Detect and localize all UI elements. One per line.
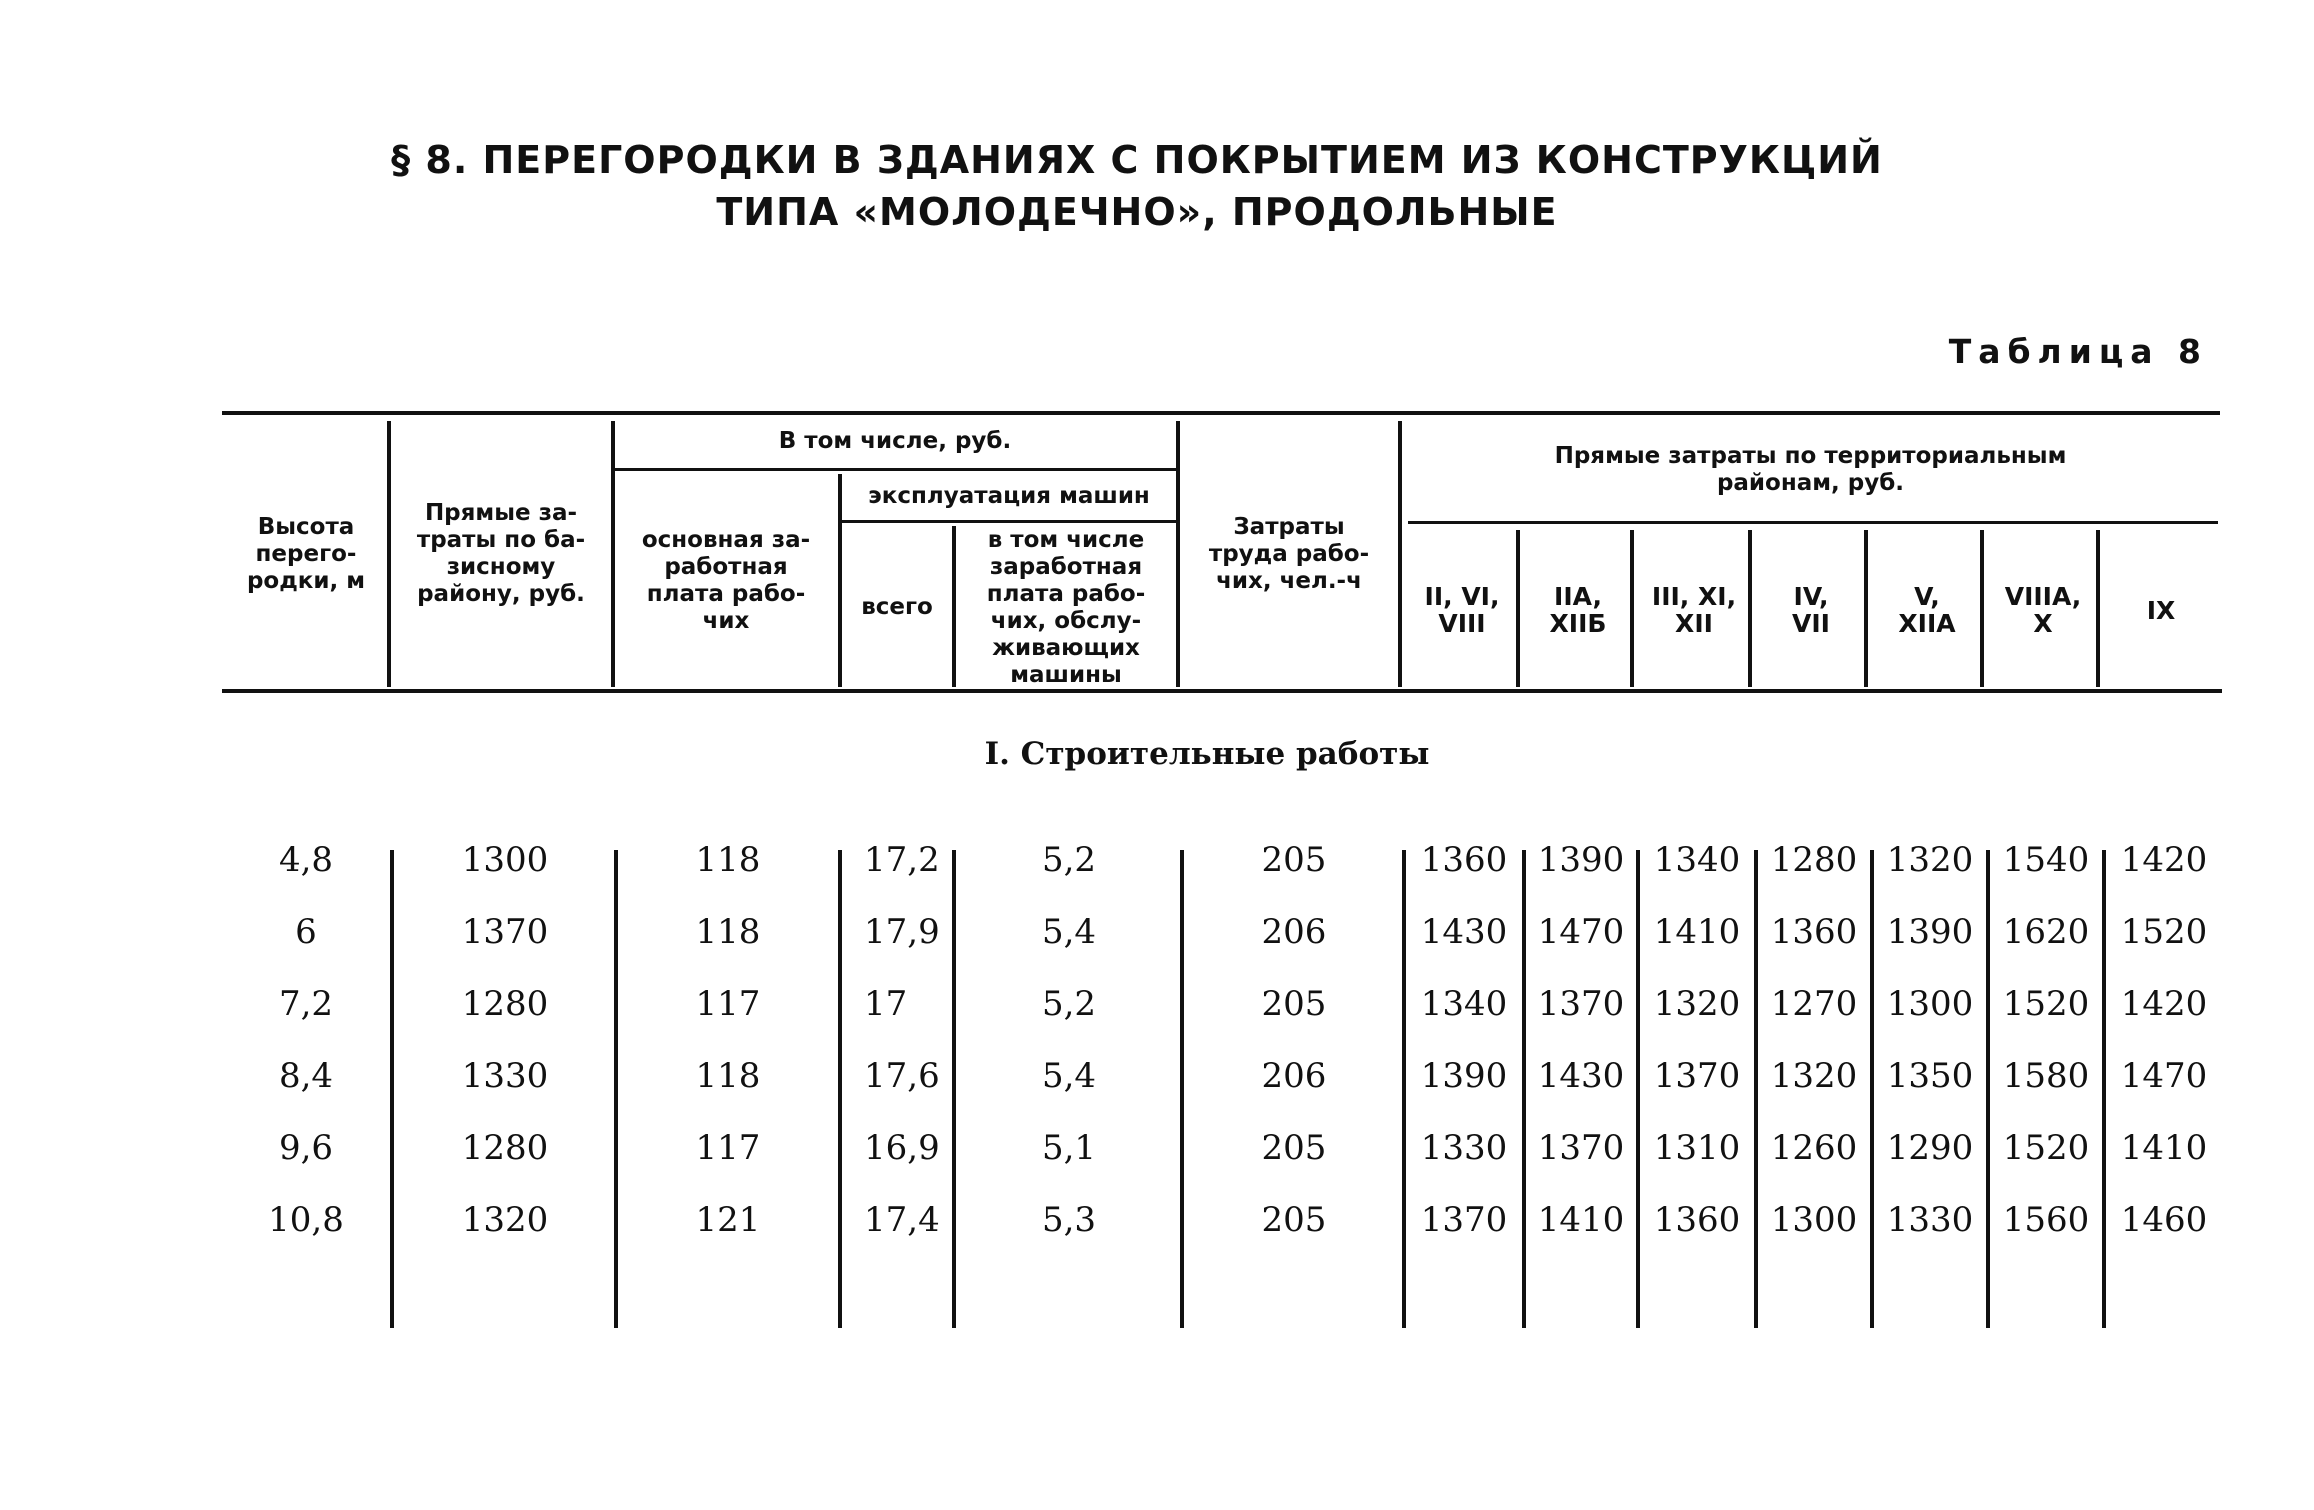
header-region-col: II, VI, VIII	[1424, 582, 1500, 638]
cell-base: 1370	[461, 912, 549, 952]
cell-region: 1300	[1770, 1200, 1858, 1240]
cell-mach-total: 17	[864, 984, 908, 1024]
cell-base: 1300	[461, 840, 549, 880]
page-title-line-2: ТИПА «МОЛОДЕЧНО», ПРОДОЛЬНЫЕ	[716, 190, 1558, 234]
cell-mach-wages: 5,4	[1041, 912, 1097, 952]
cell-region: 1470	[1537, 912, 1625, 952]
header-region-col: IX	[2146, 595, 2176, 625]
cell-wages: 118	[695, 912, 761, 952]
cell-mach-wages: 5,3	[1041, 1200, 1097, 1240]
cell-region: 1370	[1420, 1200, 1508, 1240]
cell-region: 1260	[1770, 1128, 1858, 1168]
table-top-rule	[222, 411, 2220, 415]
cell-region: 1430	[1420, 912, 1508, 952]
cell-wages: 117	[695, 984, 761, 1024]
cell-height: 4,8	[278, 840, 334, 880]
cell-region: 1430	[1537, 1056, 1625, 1096]
cell-mach-total: 17,6	[864, 1056, 940, 1096]
cell-region: 1520	[2002, 1128, 2090, 1168]
cell-region: 1420	[2120, 840, 2208, 880]
cell-wages: 118	[695, 1056, 761, 1096]
cell-region: 1540	[2002, 840, 2090, 880]
cell-region: 1310	[1653, 1128, 1741, 1168]
including-divider	[614, 468, 1176, 471]
cell-region: 1370	[1537, 984, 1625, 1024]
cell-region: 1520	[2120, 912, 2208, 952]
header-machines-total: всего	[861, 593, 933, 620]
body-vline	[838, 850, 842, 1328]
cell-region: 1320	[1653, 984, 1741, 1024]
cell-region: 1330	[1420, 1128, 1508, 1168]
cell-mach-total: 17,2	[864, 840, 940, 880]
cell-region: 1420	[2120, 984, 2208, 1024]
cell-mach-total: 17,4	[864, 1200, 940, 1240]
header-regions: Прямые затраты по территориальным районам, руб.	[1554, 443, 2067, 496]
header-vline	[1176, 421, 1180, 687]
cell-region: 1580	[2002, 1056, 2090, 1096]
header-region-col: IV, VII	[1792, 582, 1830, 638]
cell-mach-total: 16,9	[864, 1128, 940, 1168]
cell-region: 1410	[2120, 1128, 2208, 1168]
cell-labor: 206	[1261, 1056, 1327, 1096]
cell-mach-wages: 5,2	[1041, 840, 1097, 880]
header-labor: Затраты труда рабо- чих, чел.-ч	[1208, 513, 1370, 594]
cell-wages: 117	[695, 1128, 761, 1168]
cell-labor: 205	[1261, 1200, 1327, 1240]
cell-region: 1520	[2002, 984, 2090, 1024]
cell-base: 1330	[461, 1056, 549, 1096]
header-region-col: VIIIA, X	[2004, 582, 2082, 638]
body-vline	[390, 850, 394, 1328]
cell-mach-total: 17,9	[864, 912, 940, 952]
cell-region: 1410	[1537, 1200, 1625, 1240]
cell-height: 7,2	[278, 984, 334, 1024]
cell-region: 1340	[1420, 984, 1508, 1024]
cell-region: 1390	[1537, 840, 1625, 880]
cell-region: 1460	[2120, 1200, 2208, 1240]
cell-height: 8,4	[278, 1056, 334, 1096]
cell-mach-wages: 5,4	[1041, 1056, 1097, 1096]
cell-region: 1350	[1886, 1056, 1974, 1096]
table-caption: Таблица 8	[1948, 332, 2208, 371]
cell-region: 1290	[1886, 1128, 1974, 1168]
cell-region: 1330	[1886, 1200, 1974, 1240]
cell-region: 1390	[1420, 1056, 1508, 1096]
cell-region: 1620	[2002, 912, 2090, 952]
cell-height: 10,8	[268, 1200, 344, 1240]
machines-divider	[840, 520, 1176, 523]
header-vline	[387, 421, 391, 687]
header-region-col: III, XI, XII	[1651, 582, 1737, 638]
header-vline	[952, 526, 956, 687]
cell-base: 1320	[461, 1200, 549, 1240]
cell-region: 1560	[2002, 1200, 2090, 1240]
header-vline	[1398, 421, 1402, 687]
cell-region: 1410	[1653, 912, 1741, 952]
cell-labor: 206	[1261, 912, 1327, 952]
header-machines: эксплуатация машин	[868, 482, 1150, 509]
cell-height: 9,6	[278, 1128, 334, 1168]
cell-region: 1270	[1770, 984, 1858, 1024]
cell-mach-wages: 5,2	[1041, 984, 1097, 1024]
cell-region: 1280	[1770, 840, 1858, 880]
body-vline	[1180, 850, 1184, 1328]
header-wages: основная за- работная плата рабо- чих	[641, 527, 811, 634]
regions-divider	[1408, 521, 2218, 524]
cell-wages: 121	[695, 1200, 761, 1240]
cell-region: 1360	[1653, 1200, 1741, 1240]
cell-labor: 205	[1261, 1128, 1327, 1168]
cell-region: 1360	[1420, 840, 1508, 880]
cell-base: 1280	[461, 984, 549, 1024]
header-height: Высота перего- родки, м	[246, 513, 366, 594]
cell-base: 1280	[461, 1128, 549, 1168]
table-header-bottom-rule	[222, 689, 2222, 693]
cell-mach-wages: 5,1	[1041, 1128, 1097, 1168]
cell-region: 1300	[1886, 984, 1974, 1024]
header-base-cost: Прямые за- траты по ба- зисному району, руб.	[416, 500, 586, 607]
header-vline	[611, 421, 615, 687]
cell-region: 1370	[1537, 1128, 1625, 1168]
cell-region: 1360	[1770, 912, 1858, 952]
cell-region: 1340	[1653, 840, 1741, 880]
cell-region: 1370	[1653, 1056, 1741, 1096]
header-region-col: V, XIIA	[1898, 582, 1956, 638]
page-title-line-1: § 8. ПЕРЕГОРОДКИ В ЗДАНИЯХ С ПОКРЫТИЕМ ИЗ КОНСТРУКЦИЙ	[391, 138, 1883, 182]
header-including: В том числе, руб.	[778, 427, 1012, 454]
header-region-col: IIA, XIIБ	[1549, 582, 1607, 638]
cell-region: 1390	[1886, 912, 1974, 952]
cell-region: 1470	[2120, 1056, 2208, 1096]
cell-labor: 205	[1261, 840, 1327, 880]
header-machines-wages: в том числе заработная плата рабо- чих, обслу- живающих машины	[986, 527, 1146, 688]
cell-wages: 118	[695, 840, 761, 880]
body-vline	[614, 850, 618, 1328]
cell-labor: 205	[1261, 984, 1327, 1024]
cell-region: 1320	[1770, 1056, 1858, 1096]
cell-region: 1320	[1886, 840, 1974, 880]
section-title: I. Строительные работы	[984, 736, 1430, 772]
cell-height: 6	[295, 912, 317, 952]
